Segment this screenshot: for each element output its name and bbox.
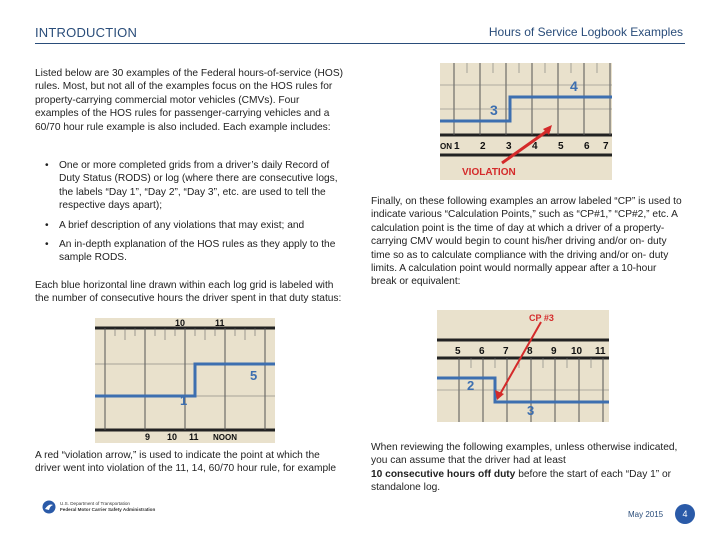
bullet-list <box>35 159 345 271</box>
hour-label: 2 <box>480 141 486 152</box>
hour-label: 6 <box>584 141 590 152</box>
hour-label: 1 <box>454 141 460 152</box>
header-divider <box>35 43 685 44</box>
hour-label: 3 <box>506 141 512 152</box>
dot-seal-icon <box>42 500 56 514</box>
footer-date: May 2015 <box>628 510 664 519</box>
page-number: 4 <box>675 504 695 524</box>
blue-line-paragraph: Each blue horizontal line drawn within each log grid is labeled with the number of consecutive hours the driver spent in that duty status: <box>35 280 342 305</box>
violation-arrow-paragraph: A red “violation arrow,” is used to indicate the point at which the driver went into violation of the 11, 14, 60/70 hour rule, for example <box>35 450 337 475</box>
calculation-point-label: CP #3 <box>529 313 554 323</box>
log-grid-blue-lines-image <box>95 318 275 443</box>
hours-count-label: 1 <box>180 393 188 408</box>
hours-count-label: 4 <box>570 78 578 94</box>
list-item: • One or more completed grids from a driver’s daily Record of Duty Status (RODS) or log (where there are consecutive logs, the labels “Day 1”, “Day 2”, “Day 3”, etc. are used to tell the respective days apart); <box>45 160 338 212</box>
hours-count-label: 3 <box>490 102 498 118</box>
agency-line-1: U.S. Department of Transportation <box>60 501 130 506</box>
hour-label: 11 <box>189 432 199 442</box>
row-label: ON <box>440 142 452 151</box>
section-title: INTRODUCTION <box>35 25 138 40</box>
document-title: Hours of Service Logbook Examples <box>488 25 683 39</box>
hour-label: 10 <box>175 318 186 328</box>
hour-label: 9 <box>551 346 557 357</box>
agency-logo <box>42 500 155 514</box>
list-item: • A brief description of any violations that may exist; and <box>45 219 305 231</box>
hour-label: 10 <box>167 432 178 442</box>
agency-line-2: Federal Motor Carrier Safety Administration <box>60 507 156 512</box>
review-paragraph: When reviewing the following examples, unless otherwise indicated, you can assume that the driver had at least 10 consecutive hours off duty before the start of each “Day 1” or standalone log. <box>371 442 678 494</box>
hour-label: 5 <box>455 346 461 357</box>
hour-label: 11 <box>215 318 225 328</box>
log-grid-blue-lines-svg <box>95 318 275 443</box>
log-grid-calculation-point-svg <box>437 310 609 422</box>
hour-label: 7 <box>603 141 609 152</box>
hours-count-label: 3 <box>527 403 535 418</box>
intro-paragraph: Listed below are 30 examples of the Federal hours-of-service (HOS) rules. Most, but not all of the examples focus on the HOS rules for property-carrying commercial motor vehicles (CMVs). Four examples of the HOS rules for passenger-carrying vehicles and a 60/70 hour rule example is also included. Each example includes: <box>35 68 344 133</box>
hours-count-label: 5 <box>250 368 258 383</box>
hour-label: 9 <box>145 432 151 442</box>
hours-count-label: 2 <box>467 378 475 393</box>
log-grid-violation-svg <box>440 63 612 180</box>
hour-label: 10 <box>571 346 583 357</box>
hour-label: 8 <box>527 346 533 357</box>
hour-label: 6 <box>479 346 485 357</box>
hour-label: NOON <box>213 433 237 442</box>
log-grid-calculation-point-image <box>437 310 609 422</box>
calculation-point-paragraph: Finally, on these following examples an arrow labeled “CP” is used to indicate various “Calculation Points,” such as “CP#1,” “CP#2,” etc. A calculation point is the time of day at which a driver of a property-carrying CMV would begin to count his/her driving and/or on- duty time so as to calculate compliance with the driving and/or on- duty limits. A calculation point would normally appear after a 10-hour break or equivalent: <box>371 196 682 288</box>
hour-label: 7 <box>503 346 509 357</box>
list-item: • An in-depth explanation of the HOS rules as they apply to the sample RODS. <box>45 239 336 264</box>
review-bold-text: 10 consecutive hours off duty <box>371 468 516 480</box>
log-grid-violation-image <box>440 63 612 180</box>
violation-label: VIOLATION <box>462 167 516 178</box>
hour-label: 5 <box>558 141 564 152</box>
hour-label: 4 <box>532 141 538 152</box>
hour-label: 11 <box>595 346 606 357</box>
